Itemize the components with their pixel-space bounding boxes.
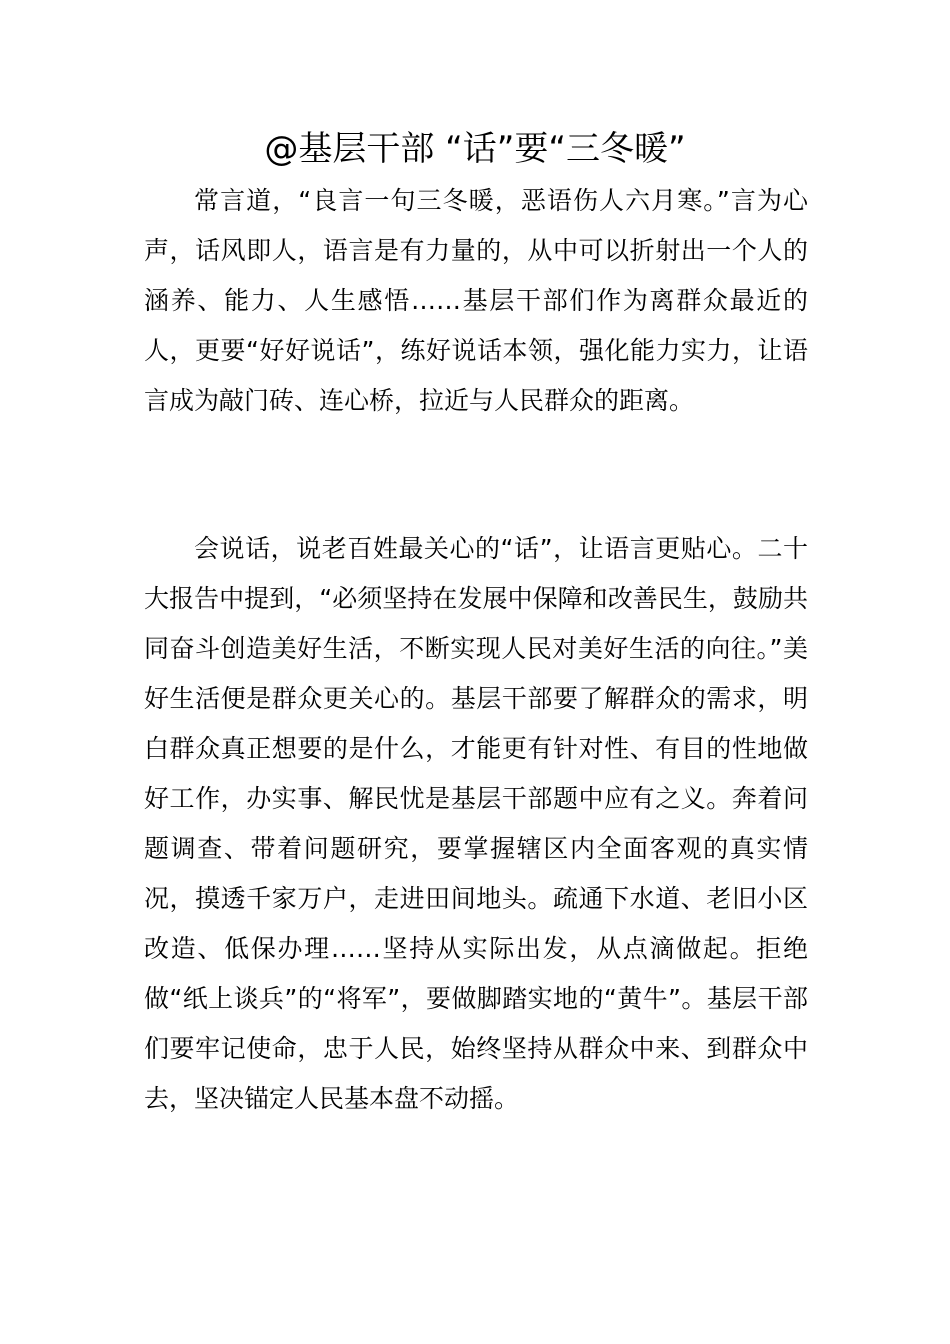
paragraph-2: 会说话，说老百姓最关心的“话”，让语言更贴心。二十大报告中提到，“必须坚持在发展中保障和改善民生，鼓励共同奋斗创造美好生活，不断实现人民对美好生活的向往。”美好生活便是群众更关心的。基层干部要了解群众的需求，明白群众真正想要的是什么，才能更有针对性、有目的性地做好工作，办实事、解民忧是基层干部题中应有之义。奔着问题调查、带着问题研究，要掌握辖区内全面客观的真实情况，摸透千家万户，走进田间地头。疏通下水道、老旧小区改造、低保办理……坚持从实际出发，从点滴做起。拒绝做“纸上谈兵”的“将军”，要做脚踏实地的“黄牛”。基层干部们要牢记使命，忠于人民，始终坚持从群众中来、到群众中去，坚决锚定人民基本盘不动摇。 (144, 534, 808, 1113)
document-title: @基层干部 “话”要“三冬暖” (264, 129, 686, 169)
paragraph-1: 常言道，“良言一句三冬暖，恶语伤人六月寒。”言为心声，话风即人，语言是有力量的，从中可以折射出一个人的涵养、能力、人生感悟……基层干部们作为离群众最近的人，更要“好好说话”，练好说话本领，强化能力实力，让语言成为敲门砖、连心桥，拉近与人民群众的距离。 (144, 186, 808, 415)
